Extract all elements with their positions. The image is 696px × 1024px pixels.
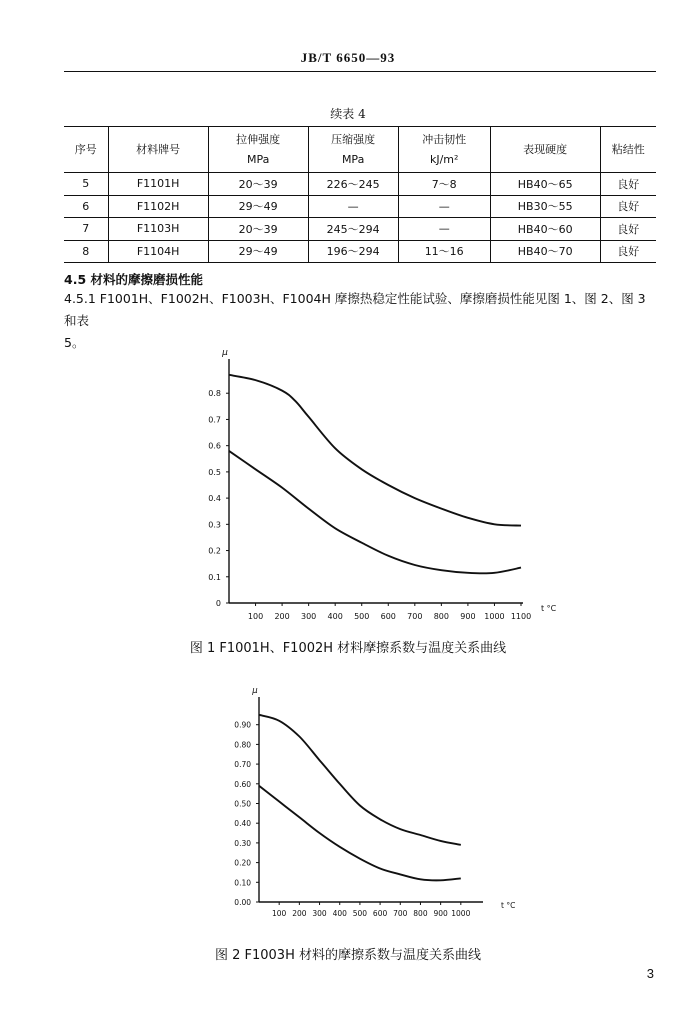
x-tick-label: 500 [352,909,368,918]
x-tick-label: 200 [292,909,307,918]
series-line-1 [259,715,461,845]
y-tick-label: 0.7 [208,415,221,425]
x-tick-label: 900 [460,612,476,621]
table-caption: 续表 4 [330,107,366,121]
y-axis-label: μ [252,686,258,696]
series-line-2 [259,786,461,881]
table-cell: — [398,195,490,218]
x-axis-label: t °C [501,901,516,910]
table-cell: — [398,218,490,241]
x-tick-label: 600 [372,909,388,918]
x-tick-label: 1000 [451,909,471,918]
y-tick-label: 0.6 [208,441,221,451]
table-cell: 良好 [600,195,656,218]
x-tick-label: 800 [433,612,450,621]
y-tick-label: 0.1 [208,572,221,582]
table-cell: 226～245 [308,173,398,196]
table-cell: 良好 [600,240,656,263]
header-line: 冲击韧性 [422,132,467,146]
y-tick-label: 0.30 [234,838,251,848]
table-cell: 7 [64,218,108,241]
x-tick-label: 400 [327,612,343,621]
table-cell: 29～49 [208,240,308,263]
table-cell: 196～294 [308,240,398,263]
table-cell: F1104H [108,240,208,263]
table-cell: 29～49 [208,195,308,218]
x-tick-label: 900 [433,909,448,918]
page-number: 3 [646,966,654,981]
x-tick-label: 300 [300,612,317,621]
table-cell: HB40～65 [490,173,600,196]
x-tick-label: 100 [247,612,264,621]
y-axis-label: μ [222,348,228,358]
y-tick-label: 0.10 [234,878,251,888]
header-cell: 表现硬度 [490,127,600,173]
table-cell: 8 [64,240,108,263]
y-tick-label: 0.70 [234,760,251,770]
paragraph-line: 5。 [64,335,85,350]
x-tick-label: 300 [312,909,327,918]
y-tick-label: 0.2 [208,546,221,556]
header-line: kJ/m² [429,152,459,166]
table-cell: 良好 [600,173,656,196]
header-line: MPa [246,152,270,166]
table-cell: F1103H [108,218,208,241]
table-cell: 11～16 [398,240,490,263]
header-cell: 粘结性 [600,127,656,173]
y-tick-label: 0.60 [234,779,251,789]
table-cell: 5 [64,173,108,196]
y-tick-label: 0.3 [208,520,221,530]
y-tick-label: 0.80 [234,740,251,750]
y-tick-label: 0.50 [234,799,251,809]
header-line: MPa [341,152,365,166]
y-tick-label: 0.8 [208,389,221,399]
x-tick-label: 1000 [484,612,505,621]
y-tick-label: 0.40 [234,819,251,829]
y-tick-label: 0.4 [208,494,221,504]
paragraph-line: 4.5.1 F1001H、F1002H、F1003H、F1004H 摩擦热稳定性能试验、摩擦磨损性能见图 1、图 2、图 3 和表 [64,291,646,328]
y-tick-label: 0.00 [234,898,251,907]
x-tick-label: 400 [332,909,347,918]
section-heading: 4.5 材料的摩擦磨损性能 [64,272,203,287]
x-tick-label: 1100 [510,612,532,621]
table-cell: HB30～55 [490,195,600,218]
y-tick-label: 0.90 [234,720,251,730]
table-cell: HB40～60 [490,218,600,241]
table-cell: F1102H [108,195,208,218]
table-cell: 6 [64,195,108,218]
table-cell: HB40～70 [490,240,600,263]
x-tick-label: 200 [274,612,290,621]
header-line: 拉伸强度 [236,132,281,146]
x-tick-label: 100 [272,909,287,918]
x-axis-label: t °C [541,604,557,613]
y-tick-label: 0.20 [234,858,251,868]
header-cell: 序号 [64,127,108,173]
y-tick-label: 0.5 [208,467,221,477]
figure-2-caption: 图 2 F1003H 材料的摩擦系数与温度关系曲线 [214,948,481,963]
y-tick-label: 0 [215,599,221,608]
x-tick-label: 800 [413,909,428,918]
table-cell: 良好 [600,218,656,241]
table-cell: 20～39 [208,173,308,196]
x-tick-label: 700 [393,909,408,918]
table-cell: — [308,195,398,218]
header-cell: 材料牌号 [108,127,208,173]
x-tick-label: 700 [407,612,423,621]
header-line: 压缩强度 [331,132,376,146]
table-cell: 20～39 [208,218,308,241]
document-code-header: JB/T 6650—93 [300,50,396,65]
table-cell: 7～8 [398,173,490,196]
table-cell: 245～294 [308,218,398,241]
x-tick-label: 500 [354,612,370,621]
figure-1-caption: 图 1 F1001H、F1002H 材料摩擦系数与温度关系曲线 [189,641,507,656]
x-tick-label: 600 [380,612,396,621]
table-cell: F1101H [108,173,208,196]
